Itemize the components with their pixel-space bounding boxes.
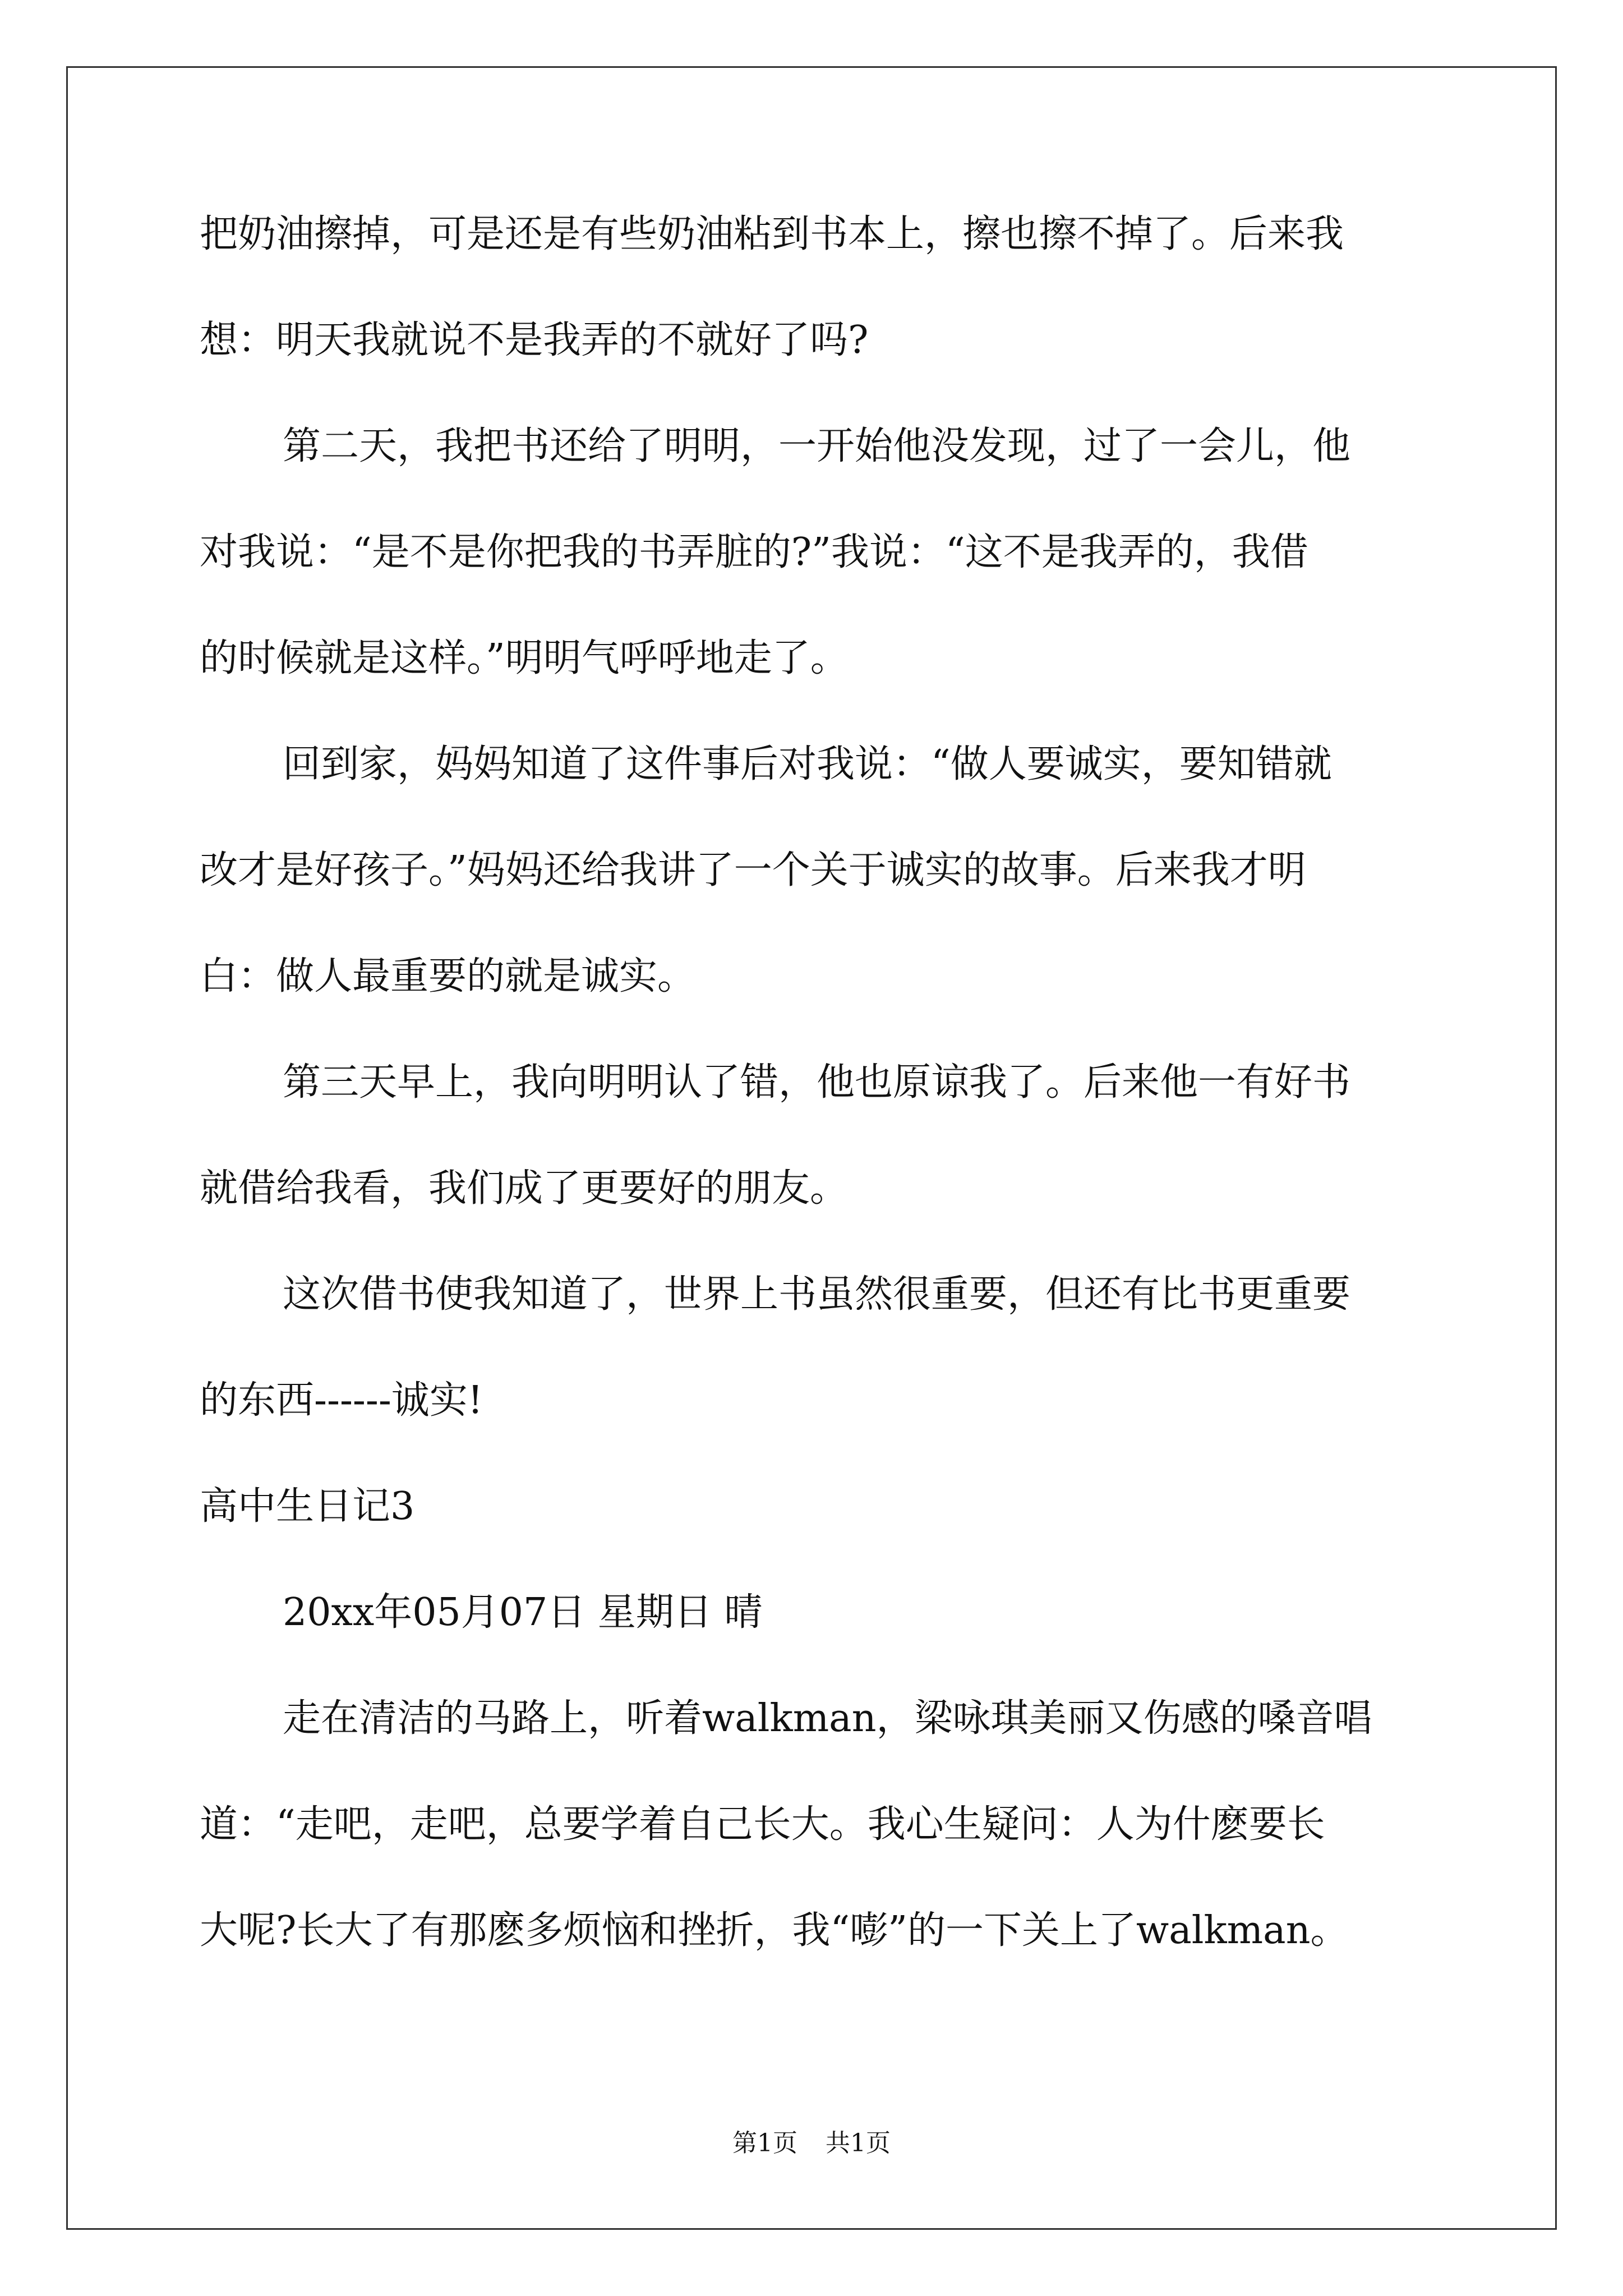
- page-total: 共1页: [826, 2129, 891, 2157]
- text-line: 白：做人最重要的就是诚实。: [200, 954, 696, 999]
- date-line: 20xx年05月07日 星期日 晴: [283, 1590, 763, 1635]
- text-line: 走在清洁的马路上，听着walkman，梁咏琪美丽又伤感的嗓音唱: [283, 1696, 1372, 1741]
- page-number: 第1页: [732, 2129, 797, 2157]
- text-line: 对我说：“是不是你把我的书弄脏的?”我说：“这不是我弄的，我借: [200, 530, 1308, 574]
- text-line: 道：“走吧，走吧，总要学着自己长大。我心生疑问：人为什麽要长: [200, 1802, 1325, 1847]
- text-line: 这次借书使我知道了，世界上书虽然很重要，但还有比书更重要: [283, 1272, 1351, 1317]
- text-line: 改才是好孩子。”妈妈还给我讲了一个关于诚实的故事。后来我才明: [200, 848, 1306, 892]
- text-line: 第三天早上，我向明明认了错，他也原谅我了。后来他一有好书: [283, 1060, 1351, 1105]
- text-line: 想：明天我就说不是我弄的不就好了吗?: [200, 318, 869, 362]
- page-footer: [0, 2129, 1623, 2158]
- page-border: [66, 66, 1557, 2230]
- text-line: 大呢?长大了有那麽多烦恼和挫折，我“嘭”的一下关上了walkman。: [200, 1908, 1349, 1953]
- section-title: 高中生日记3: [200, 1484, 415, 1529]
- text-line: 的东西------诚实!: [200, 1378, 483, 1423]
- text-line: 回到家，妈妈知道了这件事后对我说：“做人要诚实，要知错就: [283, 742, 1332, 786]
- text-line: 的时候就是这样。”明明气呼呼地走了。: [200, 636, 849, 680]
- text-line: 就借给我看，我们成了更要好的朋友。: [200, 1166, 849, 1211]
- text-line: 第二天，我把书还给了明明，一开始他没发现，过了一会儿，他: [283, 424, 1351, 468]
- text-line: 把奶油擦掉，可是还是有些奶油粘到书本上，擦也擦不掉了。后来我: [200, 212, 1344, 256]
